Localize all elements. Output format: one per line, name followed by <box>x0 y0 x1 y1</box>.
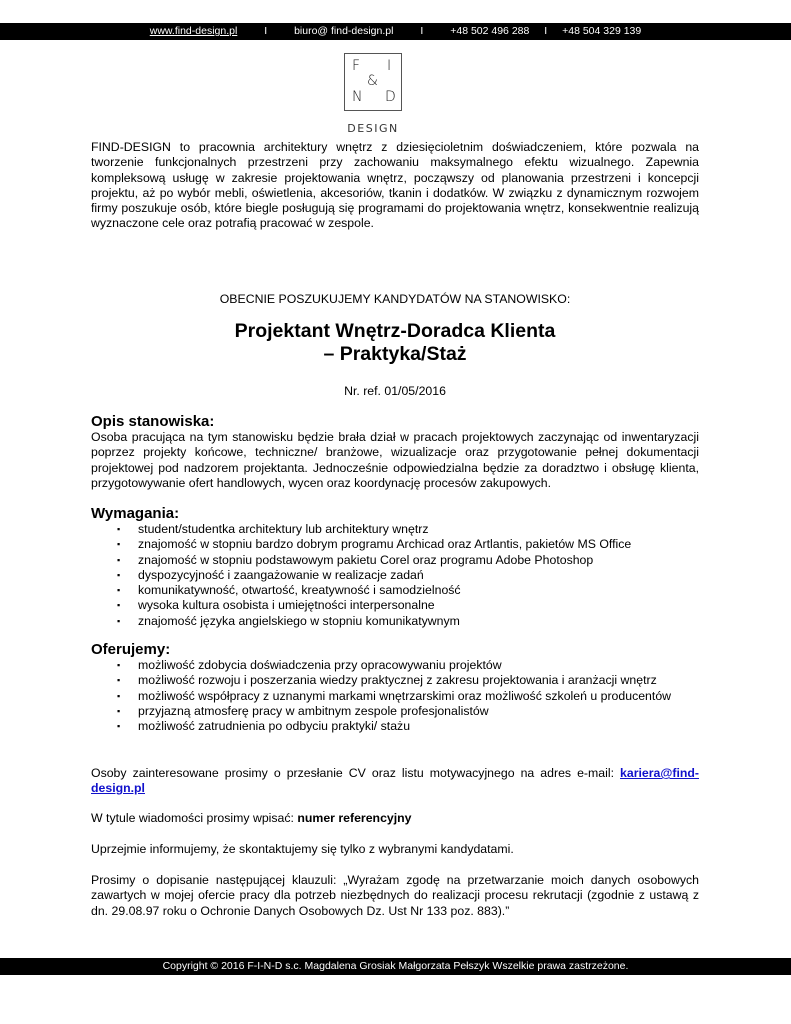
separator: I <box>544 25 548 37</box>
subject-paragraph <box>91 811 699 826</box>
job-title-line-1: Projektant Wnętrz-Doradca Klienta <box>234 320 556 342</box>
subject-text: W tytule wiadomości prosimy wpisać: <box>91 811 298 825</box>
clause-paragraph: Prosimy o dopisanie następującej klauzuli: „Wyrażam zgodę na przetwarzanie moich danych osobowych zawartych w mojej ofercie pracy dla potrzeb niezbędnych do realizacji procesu rekrutacji (zgodnie z ustawą z dn. 29.08.97 roku o Ochronie Danych Osobowych Dz. Ust Nr 133 poz. 883).” <box>91 873 699 918</box>
list-item: ▪ możliwość rozwoju i poszerzania wiedzy praktycznej z zakresu projektowania i aranżacji wnętrz <box>138 673 699 688</box>
requirements-list <box>91 522 699 629</box>
list-item: ▪ dyspozycyjność i zaangażowanie w realizacje zadań <box>138 568 699 583</box>
logo-ampersand: & <box>367 73 378 89</box>
header-email: biuro@ find-design.pl <box>294 25 394 37</box>
description-heading: Opis stanowiska: <box>91 413 215 430</box>
logo-letter-f: F <box>352 58 361 74</box>
separator: I <box>264 25 268 37</box>
career-email-link[interactable]: kariera@find-design.pl <box>91 766 699 796</box>
job-title-line-2: – Praktyka/Staż <box>323 343 467 365</box>
logo-letter-i: I <box>387 58 392 74</box>
copyright-text: Copyright © 2016 F-I-N-D s.c. Magdalena Grosiak Małgorzata Pełszyk Wszelkie prawa zastrzeżone. <box>162 960 629 972</box>
description-section <box>91 413 699 491</box>
list-item: ▪ znajomość w stopniu podstawowym pakietu Corel oraz programu Adobe Photoshop <box>138 553 699 568</box>
document-body <box>91 140 699 918</box>
apply-paragraph <box>91 766 699 797</box>
list-item: ▪ wysoka kultura osobista i umiejętności interpersonalne <box>138 598 699 613</box>
logo-letter-d: D <box>385 89 396 105</box>
footer-bar <box>0 958 791 975</box>
separator: I <box>420 25 424 37</box>
list-item: ▪ możliwość współpracy z uznanymi markami wnętrzarskimi oraz możliwość szkoleń u producentów <box>138 689 699 704</box>
list-item: ▪ znajomość w stopniu bardzo dobrym programu Archicad oraz Artlantis, pakietów MS Office <box>138 537 699 552</box>
looking-for-heading: OBECNIE POSZUKUJEMY KANDYDATÓW NA STANOWISKO: <box>219 292 571 306</box>
header-contact-bar <box>0 23 791 40</box>
header-phone-1: +48 502 496 288 <box>450 25 530 37</box>
logo-letter-n: N <box>352 89 363 105</box>
list-item: ▪ możliwość zatrudnienia po odbyciu praktyki/ stażu <box>138 719 699 734</box>
offer-list <box>91 658 699 734</box>
website-link[interactable]: www.find-design.pl <box>149 25 238 37</box>
reference-number: Nr. ref. 01/05/2016 <box>344 384 446 398</box>
notice-paragraph: Uprzejmie informujemy, że skontaktujemy się tylko z wybranymi kandydatami. <box>91 842 514 856</box>
logo-wordmark: DESIGN <box>347 122 399 135</box>
offer-heading: Oferujemy: <box>91 641 171 658</box>
list-item: ▪ student/studentka architektury lub architektury wnętrz <box>138 522 699 537</box>
requirements-heading: Wymagania: <box>91 505 180 522</box>
list-item: ▪ komunikatywność, otwartość, kreatywność i samodzielność <box>138 583 699 598</box>
intro-paragraph: FIND-DESIGN to pracownia architektury wnętrz z dziesięcioletnim doświadczeniem, które pozwala na tworzenie funkcjonalnych przestrzeni przy zachowaniu maksymalnego efektu wizualnego. Zapewnia kompleksową usługę w zakresie projektowania wnętrz, począwszy od planowania przestrzeni i koncepcji projektu, aż po wybór mebli, oświetlenia, akcesoriów, tkanin i dodatków. W związku z dynamicznym rozwojem firmy poszukuje osób, które biegle posługują się programami do projektowania wnętrz, konsekwentnie realizują wyznaczone cele oraz potrafią pracować w zespole. <box>91 140 699 231</box>
list-item: ▪ znajomość języka angielskiego w stopniu komunikatywnym <box>138 614 699 629</box>
list-item: ▪ przyjazną atmosferę pracy w ambitnym zespole profesjonalistów <box>138 704 699 719</box>
header-phone-2: +48 504 329 139 <box>562 25 642 37</box>
list-item: ▪ możliwość zdobycia doświadczenia przy opracowywaniu projektów <box>138 658 699 673</box>
subject-value: numer referencyjny <box>297 811 412 825</box>
offer-section <box>91 641 699 734</box>
description-text: Osoba pracująca na tym stanowisku będzie brała dział w pracach projektowych zaczynając od inwentaryzacji poprzez projekty końcowe, techniczne/ branżowe, wizualizacje oraz przygotowanie pełnej dokumentacji projektowej pod nadzorem projektanta. Jednocześnie odpowiedzialna będzie za doradztwo i obsługę klienta, przygotowywanie ofert handlowych, wycen oraz koordynację procesów zakupowych. <box>91 430 699 490</box>
job-title <box>91 320 699 366</box>
company-logo <box>344 53 402 111</box>
apply-text: Osoby zainteresowane prosimy o przesłanie CV oraz listu motywacyjnego na adres e-mail: <box>91 766 621 780</box>
requirements-section <box>91 505 699 629</box>
